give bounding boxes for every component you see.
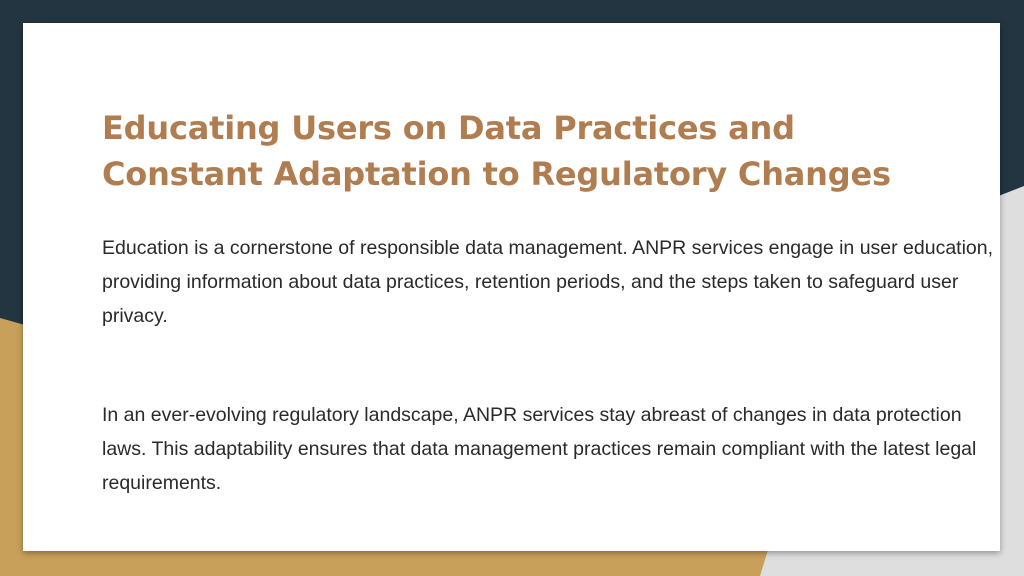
paragraph-education: Education is a cornerstone of responsible data management. ANPR services engage in user education, providing information about data practices, retention periods, and the steps taken to safeguard user privacy. bbox=[102, 237, 994, 327]
slide-title: Educating Users on Data Practices and Constant Adaptation to Regulatory Changes bbox=[102, 109, 891, 193]
content-card bbox=[23, 23, 1000, 551]
paragraph-regulatory: In an ever-evolving regulatory landscape, ANPR services stay abreast of changes in data protection laws. This adaptability ensures that data management practices remain compliant with the latest legal requirements. bbox=[102, 404, 977, 494]
